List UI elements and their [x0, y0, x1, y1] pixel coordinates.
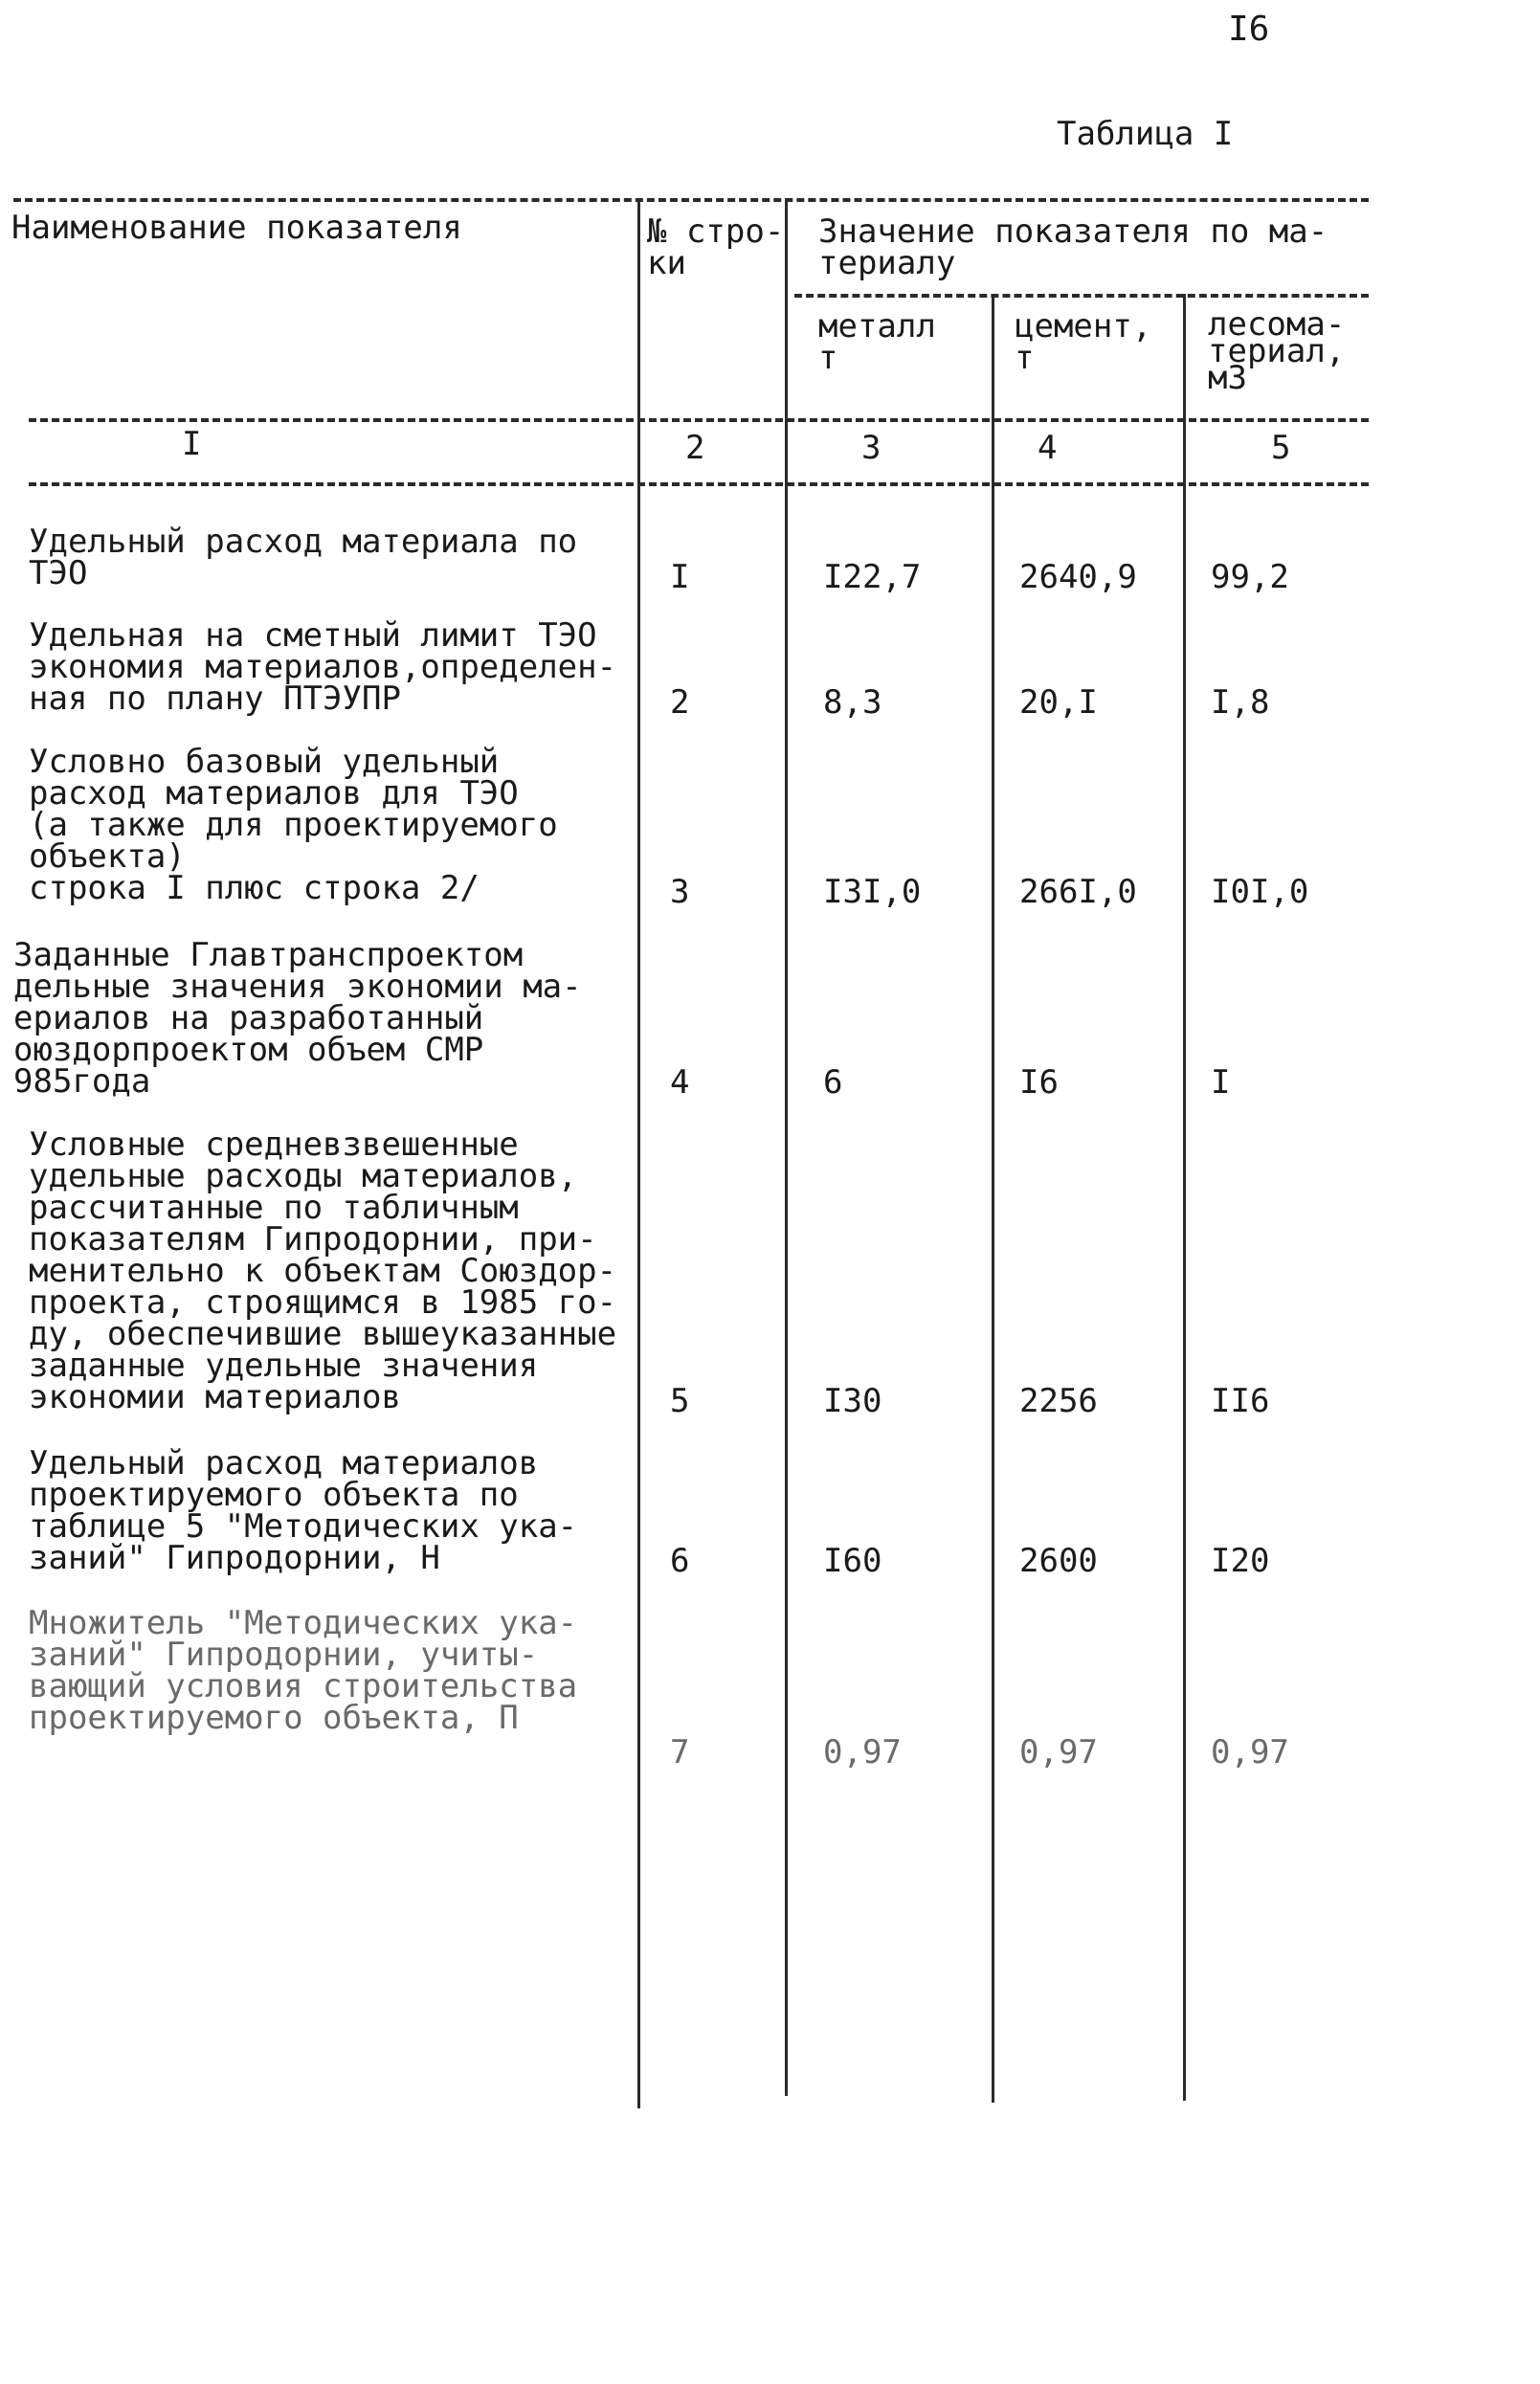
row-no: 6: [670, 1542, 690, 1580]
header-bottom-rule: [29, 418, 1369, 422]
row-metal: I22,7: [823, 558, 922, 596]
row-wood: 0,97: [1211, 1733, 1289, 1771]
header-cement: цемент, т: [1015, 307, 1152, 377]
row-cement: 2640,9: [1019, 558, 1137, 596]
row-no: 4: [670, 1063, 690, 1102]
row-wood: I20: [1211, 1542, 1270, 1580]
table-top-rule: [13, 198, 1369, 202]
row-cement: 2256: [1019, 1382, 1098, 1420]
col-divider-3: [992, 294, 994, 2103]
page-number: I6: [1228, 10, 1270, 49]
col-divider-4: [1183, 294, 1186, 2101]
row-no: 7: [670, 1733, 690, 1771]
row-name: Множитель "Методических ука- заний" Гипродорнии, учиты- вающий условия строительства проектируемого объекта, П: [29, 1604, 578, 1737]
row-cement: I6: [1019, 1063, 1059, 1102]
row-name: Условно базовый удельный расход материалов для ТЭО (а также для проектируемого объекта) строка I плюс строка 2/: [29, 743, 558, 907]
header-metal: металл т: [818, 307, 936, 377]
col-number-3: 3: [861, 429, 882, 467]
row-no: 2: [670, 683, 690, 722]
header-value-group: Значение показателя по ма- териалу: [818, 212, 1328, 282]
col-divider-1: [637, 198, 640, 2108]
header-wood: лесома- териал, м3: [1208, 305, 1346, 397]
row-cement: 0,97: [1019, 1733, 1098, 1771]
row-metal: 8,3: [823, 683, 882, 722]
row-cement: 20,I: [1019, 683, 1098, 722]
subheader-rule: [794, 294, 1369, 298]
row-wood: II6: [1211, 1382, 1270, 1420]
row-name: Условные средневзвешенные удельные расходы материалов, рассчитанные по табличным показателям Гипродорнии, при- менительно к объектам Союздор- проекта, строящимся в 1985 го- ду, обеспечившие вышеуказанные заданные удельные значения экономии материалов: [29, 1125, 617, 1416]
row-no: I: [670, 558, 690, 596]
col-number-5: 5: [1271, 429, 1291, 467]
col-number-2: 2: [685, 429, 705, 467]
row-no: 5: [670, 1382, 690, 1420]
row-wood: I0I,0: [1211, 873, 1309, 911]
col-number-1: I: [182, 425, 202, 463]
row-metal: I3I,0: [823, 873, 922, 911]
row-wood: I: [1211, 1063, 1231, 1102]
row-metal: I60: [823, 1542, 882, 1580]
header-indicator-name: Наименование показателя: [11, 209, 462, 247]
table-caption: Таблица I: [1057, 115, 1234, 153]
col-divider-2: [785, 198, 788, 2096]
row-no: 3: [670, 873, 690, 911]
row-name: Удельный расход материалов проектируемого объекта по таблице 5 "Методических ука- заний" Гипродорнии, Н: [29, 1444, 578, 1577]
row-wood: 99,2: [1211, 558, 1289, 596]
row-cement: 266I,0: [1019, 873, 1137, 911]
row-cement: 2600: [1019, 1542, 1098, 1580]
row-metal: 6: [823, 1063, 843, 1102]
header-row-number: № стро- ки: [647, 212, 785, 282]
row-metal: 0,97: [823, 1733, 902, 1771]
col-number-4: 4: [1038, 429, 1058, 467]
row-wood: I,8: [1211, 683, 1270, 722]
row-name: Удельная на сметный лимит ТЭО экономия материалов,определен- ная по плану ПТЭУПР: [29, 616, 617, 718]
row-metal: I30: [823, 1382, 882, 1420]
row-name: Удельный расход материала по ТЭО: [29, 523, 578, 592]
row-name: Заданные Главтранспроектом дельные значения экономии ма- ериалов на разработанный оюздорпроектом объем СМР 985года: [13, 936, 582, 1101]
number-row-rule: [29, 482, 1369, 486]
